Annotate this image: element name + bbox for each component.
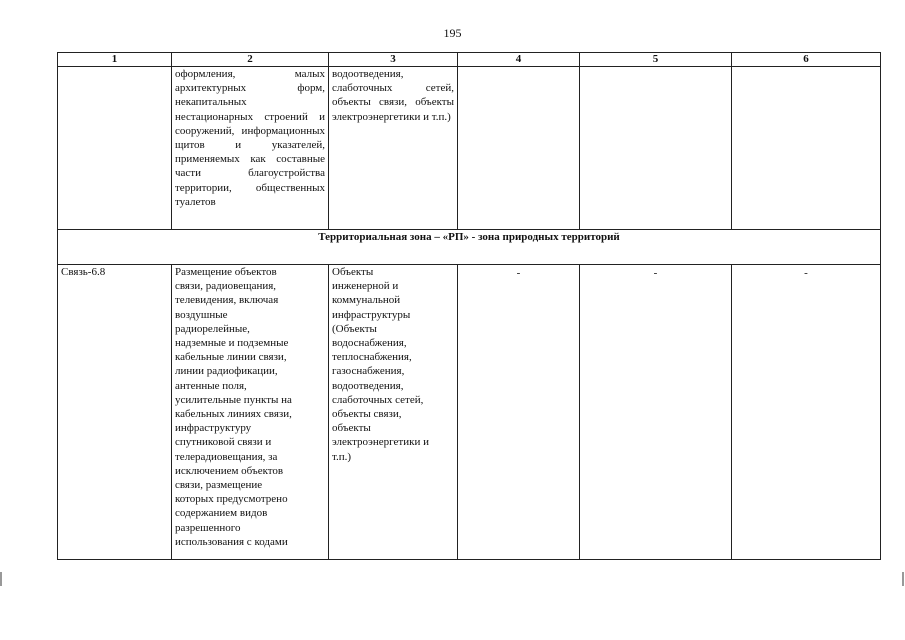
table-row-continued (58, 67, 881, 230)
table-header-row (58, 53, 881, 67)
cell-col5: - (580, 265, 732, 560)
scan-edge-mark-left (0, 572, 2, 586)
cell-objects: водоотведения, слаботочных сетей, объекты связи, объекты электроэнергетики и т.п.) (329, 67, 458, 230)
column-header-3: 3 (329, 53, 458, 67)
cell-code (58, 67, 172, 230)
cell-objects: Объекты инженерной и коммунальной инфраструктуры (Объекты водоснабжения, теплоснабжения, газоснабжения, водоотведения, слаботочных сетей, объекты связи, объекты электроэнергетики и т.п.) (329, 265, 458, 560)
column-header-4: 4 (458, 53, 580, 67)
column-header-2: 2 (172, 53, 329, 67)
zone-title: Территориальная зона – «РП» - зона природных территорий (58, 230, 881, 265)
cell-col4 (458, 67, 580, 230)
cell-code: Связь-6.8 (58, 265, 172, 560)
cell-col6 (732, 67, 881, 230)
zone-title-row (58, 230, 881, 265)
column-header-1: 1 (58, 53, 172, 67)
cell-description: Размещение объектов связи, радиовещания, телевидения, включая воздушные радиорелейные, надземные и подземные кабельные линии связи, линии радиофикации, антенные поля, усилительные пункты на кабельных линиях связи, инфраструктуру спутниковой связи и телерадиовещания, за исключением объектов связи, размещение которых предусмотрено содержанием видов разрешенного использования с кодами (172, 265, 329, 560)
permitted-use-table (57, 52, 881, 560)
scan-edge-mark-right (902, 572, 904, 586)
page-number: 195 (443, 26, 462, 40)
column-header-6: 6 (732, 53, 881, 67)
column-header-5: 5 (580, 53, 732, 67)
cell-description: оформления, малых архитектурных форм, некапитальных нестационарных строений и сооружений, информационных щитов и указателей, применяемых как составные части благоустройства территории, общественных туалетов (172, 67, 329, 230)
table-row-svyaz (58, 265, 881, 560)
cell-col6: - (732, 265, 881, 560)
cell-col5 (580, 67, 732, 230)
cell-col4: - (458, 265, 580, 560)
